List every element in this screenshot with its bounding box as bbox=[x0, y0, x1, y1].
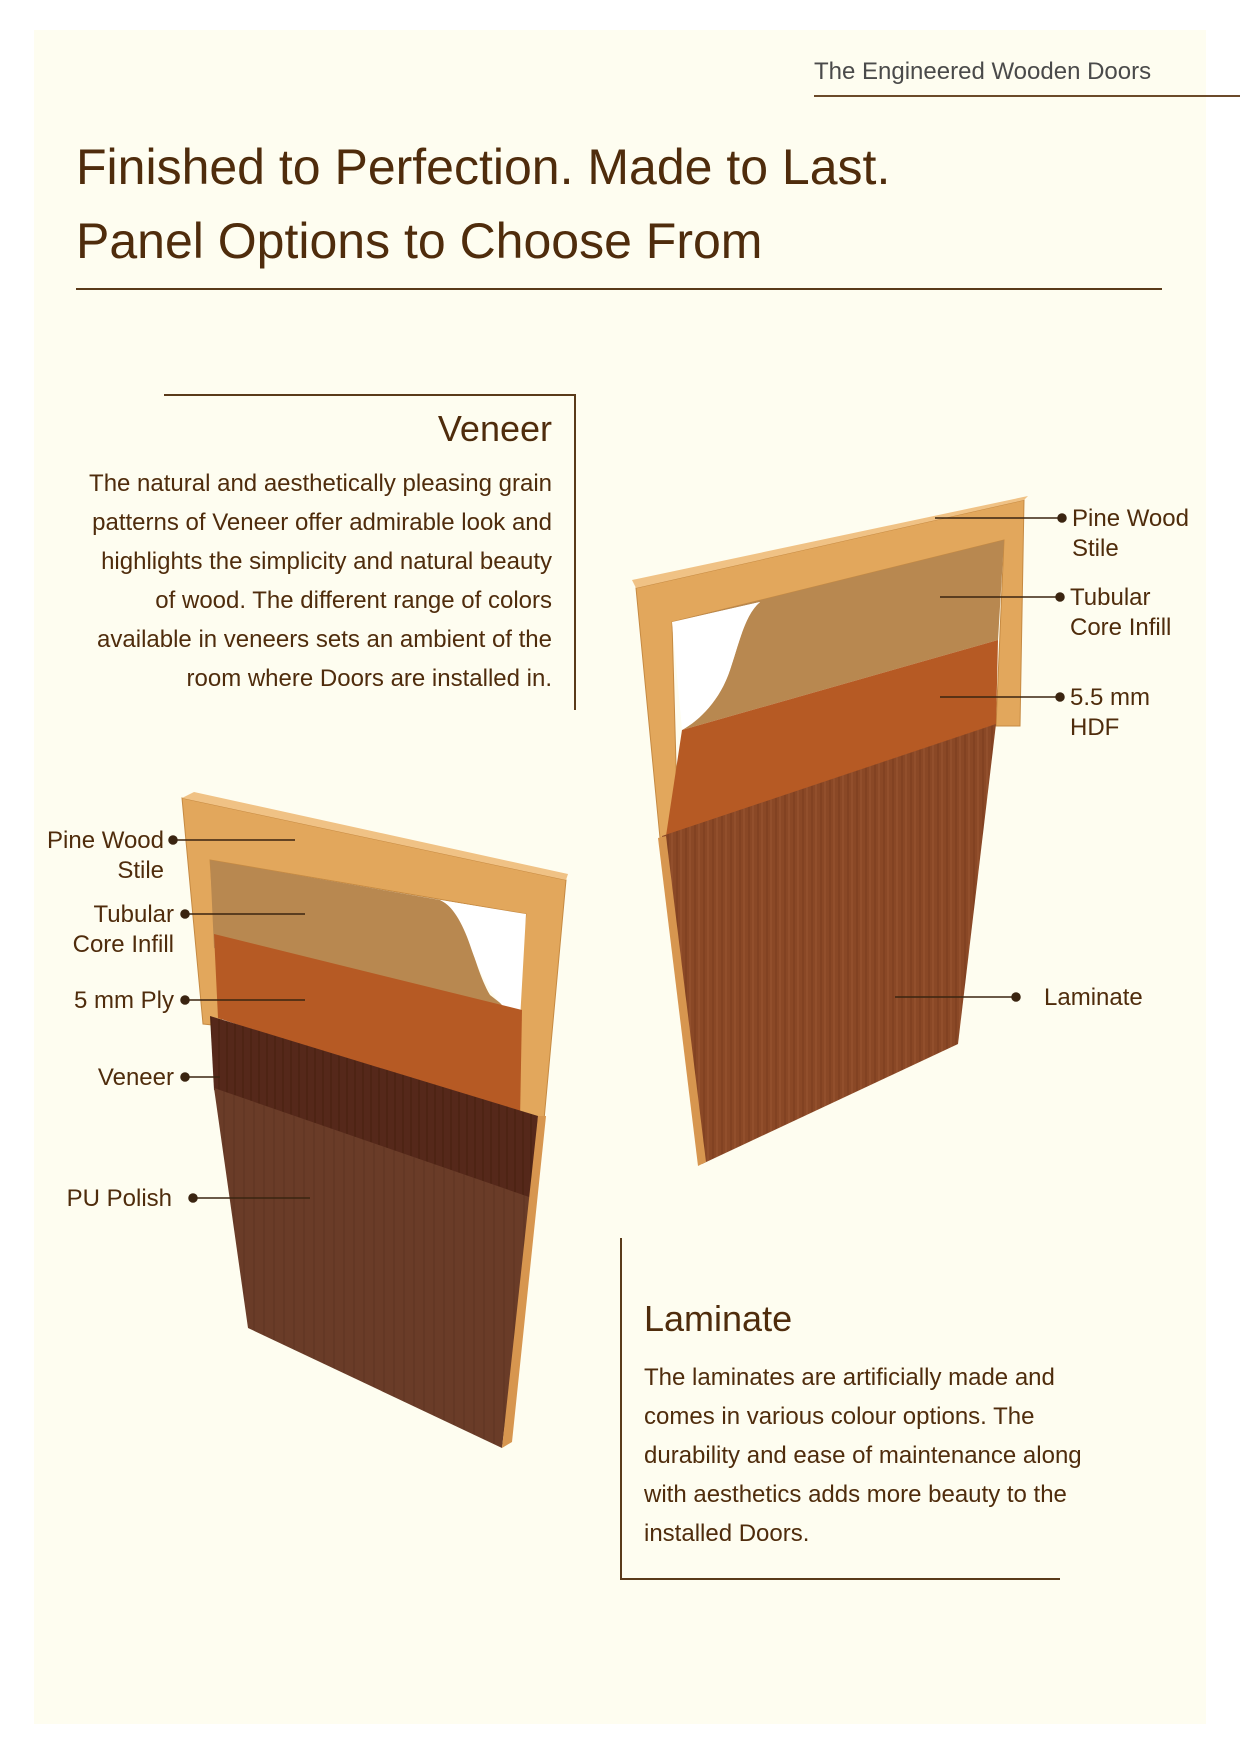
veneer-callout-pu-polish: PU Polish bbox=[66, 1185, 172, 1212]
leader-dot bbox=[1012, 993, 1020, 1001]
veneer-line: available in veneers sets an ambient of the bbox=[97, 626, 552, 653]
running-header: The Engineered Wooden Doors bbox=[814, 58, 1152, 85]
leader-dot bbox=[181, 996, 189, 1004]
leader-dot bbox=[189, 1194, 197, 1202]
laminate-callout-stile: Pine Wood Stile bbox=[1072, 505, 1189, 562]
laminate-callout-laminate: Laminate bbox=[1044, 984, 1143, 1011]
veneer-line: The natural and aesthetically pleasing grain bbox=[89, 470, 552, 497]
laminate-heading: Laminate bbox=[644, 1298, 793, 1339]
veneer-line: patterns of Veneer offer admirable look and bbox=[92, 509, 552, 536]
veneer-heading: Veneer bbox=[437, 408, 552, 449]
laminate-callout-hdf: 5.5 mm HDF bbox=[1070, 684, 1151, 741]
laminate-line: installed Doors. bbox=[644, 1520, 810, 1547]
page-title-line-1: Finished to Perfection. Made to Last. bbox=[76, 139, 891, 195]
laminate-line: comes in various colour options. The bbox=[644, 1403, 1035, 1430]
laminate-line: with aesthetics adds more beauty to the bbox=[644, 1481, 1067, 1508]
veneer-callout-stile: Pine Wood Stile bbox=[47, 827, 164, 884]
veneer-line: of wood. The different range of colors bbox=[155, 587, 552, 614]
veneer-callout-core: Tubular Core Infill bbox=[72, 901, 174, 958]
leader-dot bbox=[169, 836, 177, 844]
laminate-line: durability and ease of maintenance along bbox=[644, 1442, 1082, 1469]
leader-dot bbox=[1056, 593, 1064, 601]
veneer-line: room where Doors are installed in. bbox=[186, 665, 552, 692]
leader-dot bbox=[1058, 514, 1066, 522]
laminate-callout-core: Tubular Core Infill bbox=[1070, 584, 1172, 641]
page-title-line-2: Panel Options to Choose From bbox=[76, 213, 763, 269]
veneer-line: highlights the simplicity and natural beauty bbox=[101, 548, 552, 575]
veneer-callout-veneer: Veneer bbox=[97, 1064, 174, 1091]
veneer-door bbox=[182, 792, 568, 1448]
laminate-line: The laminates are artificially made and bbox=[644, 1364, 1055, 1391]
veneer-callout-ply: 5 mm Ply bbox=[73, 987, 174, 1014]
leader-dot bbox=[181, 1073, 189, 1081]
leader-dot bbox=[1056, 693, 1064, 701]
leader-dot bbox=[181, 910, 189, 918]
